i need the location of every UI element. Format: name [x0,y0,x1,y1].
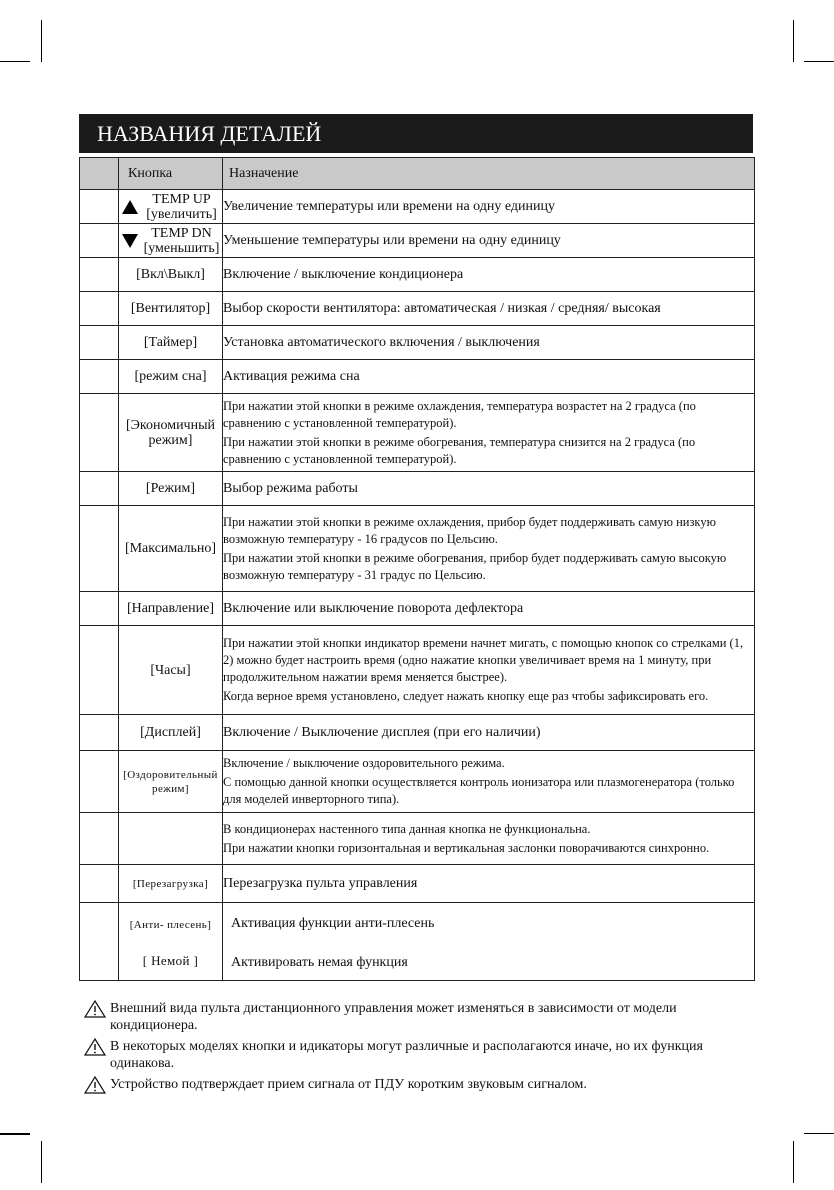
table-row [80,326,755,360]
row-number-cell [80,292,119,326]
note-text: В некоторых моделях кнопки и идикаторы могут различные и располагаются иначе, но их функция одинакова. [110,1039,703,1071]
description-cell [223,190,755,224]
button-label: TEMP UP [152,191,211,207]
row-number-cell [80,326,119,360]
row-number-cell [80,751,119,813]
crop-mark [804,61,834,62]
description-text: При нажатии этой кнопки в режиме охлаждения, прибор будет поддерживать самую низкую возможную температуру - 16 градусов по Цельсию. [223,514,716,546]
button-label: [Анти- плесень] [129,918,212,931]
description-cell [223,292,755,326]
button-label: режим] [148,432,193,448]
button-label: [Максимально] [124,541,217,556]
row-number-cell [80,903,119,981]
description-text: Установка автоматического включения / выключения [223,335,540,350]
description-text: Включение / Выключение дисплея (при его наличии) [223,725,541,740]
section-title: НАЗВАНИЯ ДЕТАЛЕЙ [79,114,753,153]
description-text: Активация функции анти-плесень [231,915,435,931]
row-number-cell [80,506,119,592]
table-header-row [80,158,755,190]
row-number-cell [80,360,119,394]
table-row [80,865,755,903]
description-text: Увеличение температуры или времени на одну единицу [223,199,555,214]
button-label: [Режим] [145,481,196,496]
crop-mark [41,1141,42,1183]
table-row [80,224,755,258]
header-number [80,158,119,190]
description-text: При нажатии этой кнопки в режиме обогревания, прибор будет поддерживать самую высокую возможную температуру - 31 градус по Цельсию. [223,550,727,582]
row-number-cell [80,715,119,751]
button-label: [Перезагрузка] [132,877,209,890]
note-item [84,1038,724,1072]
crop-mark [793,20,794,62]
description-text: Когда верное время установлено, следует нажать кнопку еще раз чтобы зафиксировать его. [223,689,709,703]
description-cell [223,394,755,472]
button-name-cell [119,751,223,813]
button-name-cell [119,360,223,394]
row-number-cell [80,865,119,903]
crop-mark [0,1133,30,1135]
triangle-up-icon [122,200,138,214]
button-label: [Дисплей] [140,725,201,740]
parts-table [79,157,755,981]
row-number-cell [80,190,119,224]
button-name-cell [119,326,223,360]
crop-mark [793,1141,794,1183]
description-text: С помощью данной кнопки осуществляется контроль ионизатора или плазмогенератора (только для моделей инверторного типа). [223,775,735,806]
description-cell [223,360,755,394]
table-row [80,715,755,751]
description-text: Выбор режима работы [223,481,358,496]
button-label: [Вкл\Выкл] [136,267,205,282]
description-text: Активировать немая функция [231,954,408,970]
description-cell [223,751,755,813]
crop-mark [0,61,30,62]
table-row [80,190,755,224]
button-name-cell [119,394,223,472]
row-number-cell [80,224,119,258]
table-row [80,394,755,472]
description-cell [223,326,755,360]
table-row [80,626,755,715]
button-name-cell [119,224,223,258]
table-row [80,258,755,292]
table-row [80,360,755,394]
description-text: При нажатии этой кнопки в режиме обогревания, температура снизится на 2 градуса (по сравнению с установленной температурой). [223,434,696,466]
description-cell [223,592,755,626]
button-name-cell [119,292,223,326]
description-text: Включение / выключение оздоровительного режима. [223,756,505,770]
button-name-cell [119,506,223,592]
button-name-cell [119,258,223,292]
table-row [80,751,755,813]
crop-mark [41,20,42,62]
description-text: Выбор скорости вентилятора: автоматическая / низкая / средняя/ высокая [223,301,661,316]
row-number-cell [80,394,119,472]
row-number-cell [80,258,119,292]
warning-icon [84,1076,106,1094]
button-name-cell [119,813,223,865]
note-text: Внешний вида пульта дистанционного управления может изменяться в зависимости от модели кондиционера. [110,1001,677,1033]
table-row [80,592,755,626]
description-cell [223,715,755,751]
description-cell [223,224,755,258]
note-text: Устройство подтверждает прием сигнала от ПДУ коротким звуковым сигналом. [110,1077,587,1092]
row-number-cell [80,592,119,626]
description-cell [223,813,755,865]
table-row [80,472,755,506]
button-label: TEMP DN [151,225,212,241]
description-text: При нажатии кнопки горизонтальная и вертикальная заслонки поворачиваются синхронно. [223,840,710,855]
header-button: Кнопка [119,158,223,190]
description-cell [223,472,755,506]
button-label: [режим сна] [134,369,207,384]
triangle-down-icon [122,234,138,248]
button-label: [ Немой ] [142,952,199,968]
button-name-cell [119,715,223,751]
note-item [84,1000,724,1034]
button-label: [увеличить] [146,206,217,222]
table-row [80,903,755,981]
table-row [80,506,755,592]
warning-icon [84,1038,106,1056]
description-cell [223,903,755,981]
table-row [80,292,755,326]
row-number-cell [80,472,119,506]
warning-icon [84,1000,106,1018]
button-label: режим] [152,782,189,795]
button-label: [Оздоровительный [123,768,218,781]
button-name-cell [119,190,223,224]
crop-mark [804,1133,834,1134]
button-label: [Экономичный [125,417,215,433]
description-text: Активация режима сна [223,369,360,384]
notes-list [84,1000,724,1098]
description-text: Включение или выключение поворота дефлектора [223,601,524,616]
description-text: В кондиционерах настенного типа данная кнопка не функциональна. [223,821,591,836]
button-name-cell [119,472,223,506]
description-text: Уменьшение температуры или времени на одну единицу [223,233,561,248]
description-text: Перезагрузка пульта управления [223,876,418,891]
header-purpose: Назначение [223,158,755,190]
button-label: [Направление] [127,601,214,616]
description-cell [223,506,755,592]
button-label: [Часы] [150,662,191,678]
description-text: При нажатии этой кнопки в режиме охлаждения, температура возрастет на 2 градуса (по сравнению с установленной температурой). [223,398,696,430]
button-name-cell [119,592,223,626]
description-cell [223,626,755,715]
row-number-cell [80,626,119,715]
button-name-cell [119,865,223,903]
button-name-cell [119,626,223,715]
description-cell [223,865,755,903]
button-label: [Таймер] [143,335,198,350]
note-item [84,1076,724,1094]
description-cell [223,258,755,292]
row-number-cell [80,813,119,865]
description-text: Включение / выключение кондиционера [223,267,464,282]
button-name-cell [119,903,223,981]
description-text: При нажатии этой кнопки индикатор времени начнет мигать, с помощью кнопок со стрелками (1, 2) можно будет настроить время (одно нажатие кнопки увеличивает время на 1 минуту, при продолжительном нажатии время меняется быстрее). [223,636,744,684]
button-label: [уменьшить] [143,240,220,256]
table-row [80,813,755,865]
button-label: [Вентилятор] [130,301,211,316]
